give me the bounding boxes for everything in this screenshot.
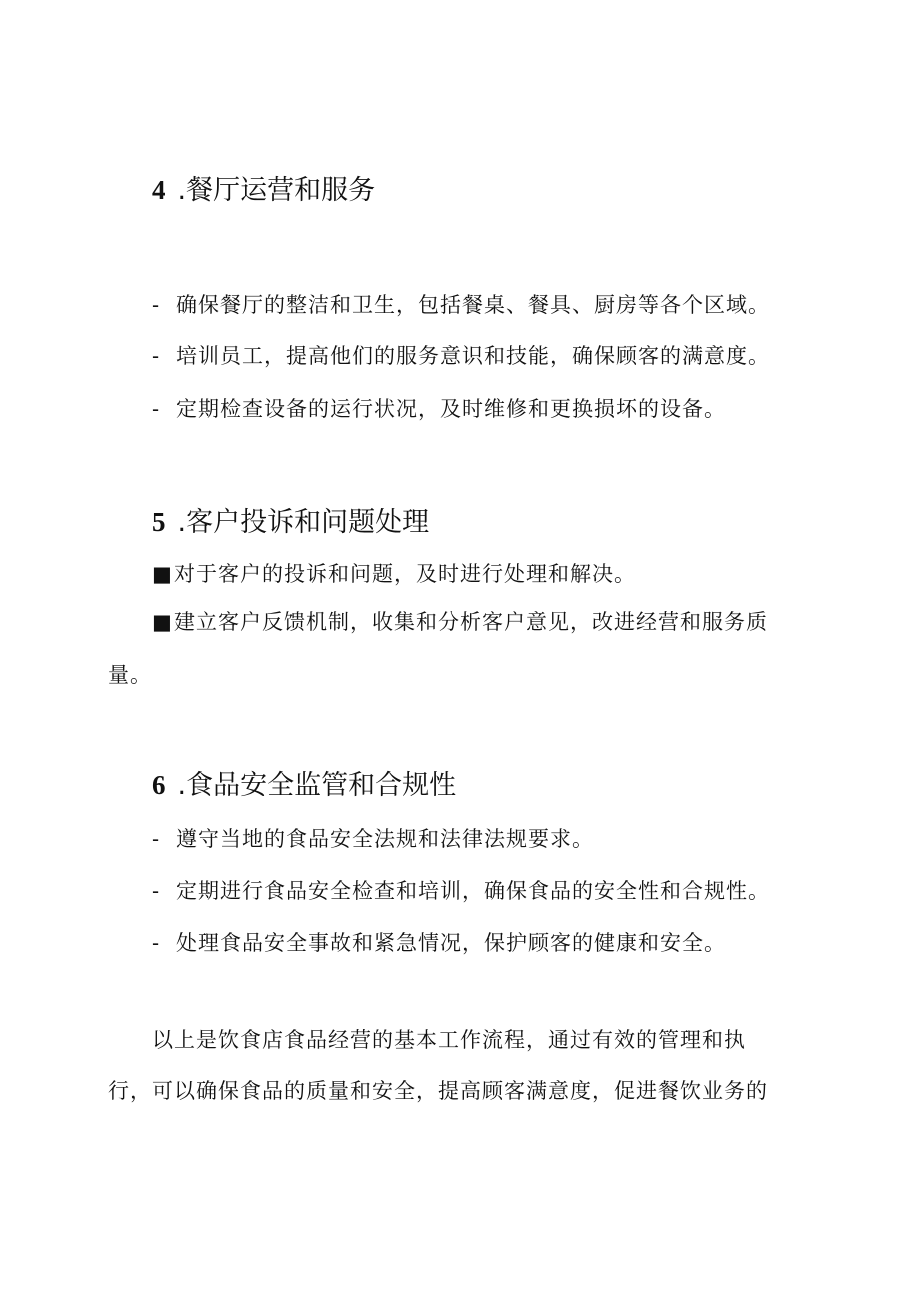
list-item-text: 对于客户的投诉和问题，及时进行处理和解决。 [174, 562, 636, 586]
list-item-text: 确保餐厅的整洁和卫生，包括餐桌、餐具、厨房等各个区域。 [176, 293, 770, 317]
list-item [152, 394, 726, 424]
dash-marker: - [152, 344, 161, 368]
list-item-text: 定期检查设备的运行状况，及时维修和更换损坏的设备。 [176, 397, 726, 421]
list-item-text: 建立客户反馈机制，收集和分析客户意见，改进经营和服务质 [174, 610, 768, 634]
list-item-continuation: 量。 [108, 663, 152, 687]
square-bullet-icon: ■ [152, 562, 173, 586]
dash-marker: - [152, 879, 161, 903]
list-item-text: 遵守当地的食品安全法规和法律法规要求。 [176, 827, 594, 851]
dash-marker: - [152, 827, 161, 851]
list-item [152, 824, 594, 854]
section-heading-6 [152, 768, 456, 803]
list-item-text: 处理食品安全事故和紧急情况，保护顾客的健康和安全。 [176, 931, 726, 955]
section-number: 5 [152, 507, 166, 537]
square-bullet-icon: ■ [152, 610, 173, 634]
section-title: .客户投诉和问题处理 [177, 507, 430, 538]
section-title: .食品安全监管和合规性 [177, 770, 457, 801]
list-item [152, 341, 770, 371]
list-item [152, 607, 768, 637]
list-item [152, 928, 726, 958]
list-item [152, 290, 770, 320]
dash-marker: - [152, 397, 161, 421]
section-number: 4 [152, 175, 166, 205]
conclusion-line: 以上是饮食店食品经营的基本工作流程，通过有效的管理和执 [152, 1028, 746, 1052]
list-item-text: 定期进行食品安全检查和培训，确保食品的安全性和合规性。 [176, 879, 770, 903]
list-item-text: 培训员工，提高他们的服务意识和技能，确保顾客的满意度。 [176, 344, 770, 368]
list-item [152, 559, 636, 589]
section-heading-4 [152, 173, 375, 208]
conclusion-line: 行，可以确保食品的质量和安全，提高顾客满意度，促进餐饮业务的 [108, 1079, 768, 1103]
section-title: .餐厅运营和服务 [177, 175, 376, 206]
list-item [152, 876, 770, 906]
dash-marker: - [152, 293, 161, 317]
section-heading-5 [152, 505, 429, 540]
dash-marker: - [152, 931, 161, 955]
section-number: 6 [152, 770, 166, 800]
